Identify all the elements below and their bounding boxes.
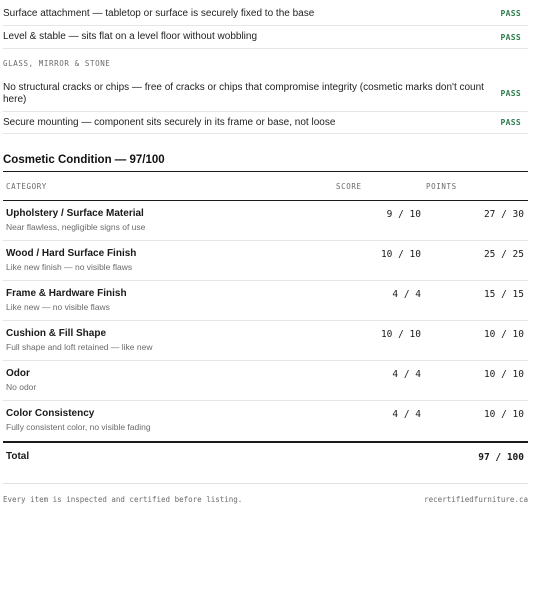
table-row [3,281,528,321]
check-row [3,26,528,49]
category-name: Upholstery / Surface Material [6,208,144,219]
check-text: Surface attachment — tabletop or surface is securely fixed to the base [3,7,315,19]
check-text: Secure mounting — component sits securely in its frame or base, not loose [3,116,336,128]
category-score: 4 / 4 [392,289,421,300]
category-desc: Like new — no visible flaws [6,302,110,312]
category-points: 15 / 15 [483,289,524,300]
header-category: CATEGORY [6,181,47,191]
check-text: Level & stable — sits flat on a level floor without wobbling [3,31,258,42]
category-points: 27 / 30 [483,209,524,220]
total-value: 97 / 100 [478,452,524,463]
pass-badge: PASS [500,9,521,18]
check-row [3,76,528,112]
category-points: 10 / 10 [483,369,524,380]
table-header [3,172,528,201]
total-label: Total [6,451,30,462]
category-score: 4 / 4 [392,409,421,420]
category-desc: Like new finish — no visible flaws [6,262,133,272]
check-text: No structural cracks or chips — free of cracks or chips that compromise integrity (cosmetic marks don't count here) [3,81,484,105]
table-row [3,361,528,401]
table-row [3,321,528,361]
check-row [3,112,528,134]
category-name: Frame & Hardware Finish [6,288,127,299]
category-desc: Fully consistent color, no visible fading [6,422,151,432]
section-title: Cosmetic Condition — 97/100 [3,153,528,172]
category-score: 4 / 4 [392,369,421,380]
group-heading: GLASS, MIRROR & STONE [3,59,111,68]
header-points: POINTS [426,181,457,191]
table-row [3,401,528,441]
category-points: 10 / 10 [483,409,524,420]
category-score: 10 / 10 [380,249,421,260]
footer-site-link[interactable]: recertifiedfurniture.ca [424,495,528,504]
table-row [3,241,528,281]
category-desc: Full shape and loft retained — like new [6,342,153,352]
category-score: 9 / 10 [386,209,421,220]
pass-badge: PASS [500,89,521,98]
category-name: Wood / Hard Surface Finish [6,248,137,259]
table-row [3,201,528,241]
category-desc: Near flawless, negligible signs of use [6,222,146,232]
total-row [3,441,528,468]
category-points: 10 / 10 [483,329,524,340]
category-score: 10 / 10 [380,329,421,340]
inspection-report [3,0,528,468]
category-points: 25 / 25 [483,249,524,260]
check-row [3,0,528,26]
pass-badge: PASS [500,118,521,127]
pass-badge: PASS [500,32,521,42]
category-name: Odor [6,368,30,379]
category-name: Color Consistency [6,408,95,419]
footer-note: Every item is inspected and certified before listing. [3,495,243,504]
category-desc: No odor [6,382,37,392]
footer [3,483,528,504]
category-name: Cushion & Fill Shape [6,328,107,339]
header-score: SCORE [336,181,362,191]
